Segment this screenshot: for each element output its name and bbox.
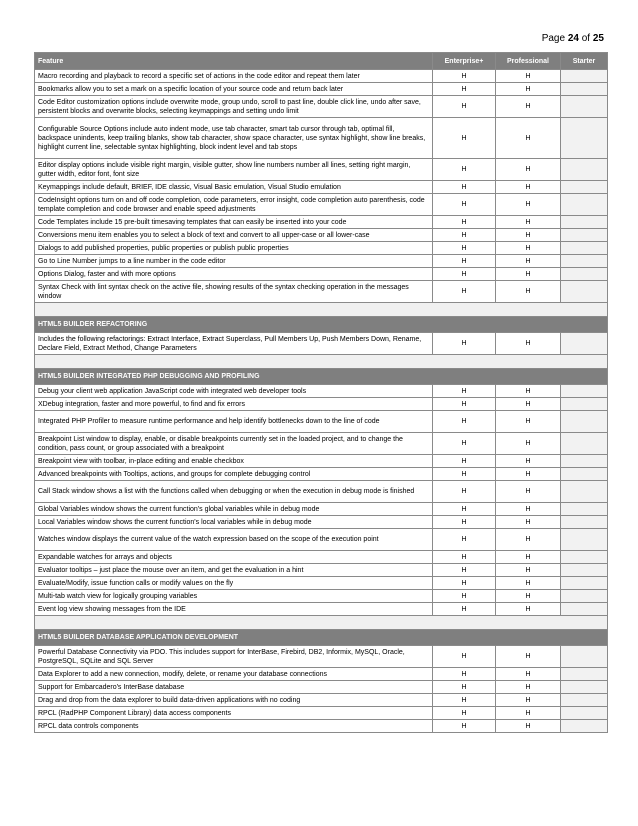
enterprise-cell: H [433, 551, 496, 564]
professional-cell: H [496, 564, 561, 577]
table-header-row [35, 53, 608, 70]
section-title: HTML5 BUILDER REFACTORING [35, 317, 608, 333]
feature-cell: Drag and drop from the data explorer to build data-driven applications with no coding [35, 694, 433, 707]
professional-cell: H [496, 268, 561, 281]
spacer-cell [35, 616, 608, 630]
table-row [35, 398, 608, 411]
table-row [35, 646, 608, 668]
enterprise-cell: H [433, 503, 496, 516]
starter-cell [561, 194, 608, 216]
starter-cell [561, 268, 608, 281]
feature-cell: Macro recording and playback to record a specific set of actions in the code editor and repeat them later [35, 70, 433, 83]
enterprise-cell: H [433, 529, 496, 551]
page-total: 25 [592, 33, 604, 44]
feature-cell: Dialogs to add published properties, public properties or publish public properties [35, 242, 433, 255]
feature-cell: RPCL data controls components [35, 720, 433, 733]
starter-cell [561, 529, 608, 551]
enterprise-cell: H [433, 411, 496, 433]
professional-cell: H [496, 720, 561, 733]
feature-cell: Options Dialog, faster and with more options [35, 268, 433, 281]
enterprise-cell: H [433, 468, 496, 481]
page-number [542, 33, 604, 44]
professional-cell: H [496, 668, 561, 681]
professional-cell: H [496, 468, 561, 481]
feature-cell: Expandable watches for arrays and objects [35, 551, 433, 564]
table-row [35, 707, 608, 720]
enterprise-cell: H [433, 481, 496, 503]
starter-cell [561, 551, 608, 564]
table-row [35, 590, 608, 603]
starter-cell [561, 481, 608, 503]
starter-cell [561, 707, 608, 720]
professional-cell: H [496, 455, 561, 468]
feature-cell: Debug your client web application JavaScript code with integrated web developer tools [35, 385, 433, 398]
starter-cell [561, 433, 608, 455]
professional-cell: H [496, 433, 561, 455]
feature-cell: Global Variables window shows the current function's global variables while in debug mode [35, 503, 433, 516]
enterprise-cell: H [433, 281, 496, 303]
feature-cell: Evaluator tooltips – just place the mouse over an item, and get the evaluation in a hint [35, 564, 433, 577]
spacer-row [35, 303, 608, 317]
page-current: 24 [567, 33, 579, 44]
table-row [35, 255, 608, 268]
starter-cell [561, 681, 608, 694]
feature-cell: Breakpoint List window to display, enable, or disable breakpoints currently set in the loaded project, and to change the condition, pass count, or group associated with a breakpoint [35, 433, 433, 455]
feature-cell: RPCL (RadPHP Component Library) data access components [35, 707, 433, 720]
professional-cell: H [496, 229, 561, 242]
professional-cell: H [496, 281, 561, 303]
enterprise-cell: H [433, 603, 496, 616]
professional-cell: H [496, 242, 561, 255]
enterprise-cell: H [433, 707, 496, 720]
enterprise-cell: H [433, 577, 496, 590]
professional-cell: H [496, 96, 561, 118]
enterprise-cell: H [433, 159, 496, 181]
table-row [35, 333, 608, 355]
enterprise-cell: H [433, 118, 496, 159]
enterprise-cell: H [433, 398, 496, 411]
enterprise-cell: H [433, 333, 496, 355]
feature-cell: Multi-tab watch view for logically grouping variables [35, 590, 433, 603]
professional-cell: H [496, 70, 561, 83]
starter-cell [561, 255, 608, 268]
enterprise-cell: H [433, 96, 496, 118]
feature-cell: XDebug integration, faster and more powerful, to find and fix errors [35, 398, 433, 411]
feature-cell: Watches window displays the current value of the watch expression based on the scope of the execution point [35, 529, 433, 551]
starter-cell [561, 411, 608, 433]
starter-cell [561, 385, 608, 398]
enterprise-cell: H [433, 83, 496, 96]
table-row [35, 96, 608, 118]
professional-cell: H [496, 216, 561, 229]
spacer-cell [35, 303, 608, 317]
table-row [35, 159, 608, 181]
feature-cell: Keymappings include default, BRIEF, IDE classic, Visual Basic emulation, Visual Studio emulation [35, 181, 433, 194]
starter-cell [561, 118, 608, 159]
feature-cell: Go to Line Number jumps to a line number in the code editor [35, 255, 433, 268]
feature-cell: Advanced breakpoints with Tooltips, actions, and groups for complete debugging control [35, 468, 433, 481]
professional-cell: H [496, 83, 561, 96]
professional-cell: H [496, 646, 561, 668]
feature-cell: Integrated PHP Profiler to measure runtime performance and help identify bottlenecks down to the line of code [35, 411, 433, 433]
table-row [35, 564, 608, 577]
starter-cell [561, 83, 608, 96]
table-row [35, 681, 608, 694]
starter-cell [561, 181, 608, 194]
feature-cell: CodeInsight options turn on and off code completion, code parameters, error insight, code completion auto parenthesis, code template completion and code browser and enable speed adjustments [35, 194, 433, 216]
starter-cell [561, 398, 608, 411]
table-row [35, 268, 608, 281]
table-row [35, 468, 608, 481]
section-header-row [35, 317, 608, 333]
feature-cell: Configurable Source Options include auto indent mode, use tab character, smart tab cursor through tab, optimal fill, backspace unindents, keep trailing blanks, show tab character, show space character, use syntax highlight, show line breaks, highlight current line, selectable syntax highlighting, block indent level and tab stops [35, 118, 433, 159]
feature-cell: Conversions menu item enables you to select a block of text and convert to all upper-case or all lower-case [35, 229, 433, 242]
enterprise-cell: H [433, 70, 496, 83]
starter-cell [561, 281, 608, 303]
table-row [35, 242, 608, 255]
enterprise-cell: H [433, 229, 496, 242]
professional-cell: H [496, 681, 561, 694]
enterprise-cell: H [433, 268, 496, 281]
enterprise-cell: H [433, 433, 496, 455]
starter-cell [561, 516, 608, 529]
table-row [35, 516, 608, 529]
starter-cell [561, 646, 608, 668]
starter-cell [561, 229, 608, 242]
feature-cell: Data Explorer to add a new connection, modify, delete, or rename your database connections [35, 668, 433, 681]
table-row [35, 70, 608, 83]
starter-cell [561, 96, 608, 118]
table-row [35, 603, 608, 616]
professional-cell: H [496, 481, 561, 503]
professional-cell: H [496, 694, 561, 707]
enterprise-cell: H [433, 720, 496, 733]
page-of: of [581, 33, 591, 44]
feature-cell: Event log view showing messages from the IDE [35, 603, 433, 616]
table-row [35, 385, 608, 398]
starter-cell [561, 603, 608, 616]
table-row [35, 216, 608, 229]
column-header-professional: Professional [496, 53, 561, 70]
enterprise-cell: H [433, 181, 496, 194]
professional-cell: H [496, 385, 561, 398]
starter-cell [561, 216, 608, 229]
feature-cell: Local Variables window shows the current function's local variables while in debug mode [35, 516, 433, 529]
professional-cell: H [496, 529, 561, 551]
professional-cell: H [496, 603, 561, 616]
starter-cell [561, 577, 608, 590]
table-row [35, 668, 608, 681]
enterprise-cell: H [433, 385, 496, 398]
professional-cell: H [496, 551, 561, 564]
section-header-row [35, 369, 608, 385]
table-body [35, 70, 608, 733]
enterprise-cell: H [433, 590, 496, 603]
enterprise-cell: H [433, 216, 496, 229]
professional-cell: H [496, 707, 561, 720]
feature-matrix-table [34, 52, 608, 733]
enterprise-cell: H [433, 194, 496, 216]
starter-cell [561, 333, 608, 355]
page-label: Page [541, 33, 566, 44]
enterprise-cell: H [433, 646, 496, 668]
feature-cell: Editor display options include visible right margin, visible gutter, show line numbers number all lines, setting right margin, gutter width, editor font, font size [35, 159, 433, 181]
section-header-row [35, 630, 608, 646]
section-title: HTML5 BUILDER INTEGRATED PHP DEBUGGING AND PROFILING [35, 369, 608, 385]
table-row [35, 83, 608, 96]
spacer-row [35, 616, 608, 630]
professional-cell: H [496, 577, 561, 590]
column-header-enterprise: Enterprise+ [433, 53, 496, 70]
table-row [35, 551, 608, 564]
starter-cell [561, 590, 608, 603]
feature-cell: Breakpoint view with toolbar, in-place editing and enable checkbox [35, 455, 433, 468]
starter-cell [561, 468, 608, 481]
column-header-feature: Feature [35, 53, 433, 70]
feature-cell: Powerful Database Connectivity via PDO. This includes support for InterBase, Firebird, DB2, Informix, MySQL, Oracle, PostgreSQL, SQLite and SQL Server [35, 646, 433, 668]
table-row [35, 411, 608, 433]
feature-cell: Code Templates include 15 pre-built timesaving templates that can easily be inserted into your code [35, 216, 433, 229]
starter-cell [561, 159, 608, 181]
starter-cell [561, 70, 608, 83]
professional-cell: H [496, 194, 561, 216]
starter-cell [561, 720, 608, 733]
feature-cell: Code Editor customization options include overwrite mode, group undo, scroll to past line, double click line, undo after save, persistent blocks and overwrite blocks, selecting keymappings and setting undo limit [35, 96, 433, 118]
table-row [35, 181, 608, 194]
starter-cell [561, 668, 608, 681]
professional-cell: H [496, 590, 561, 603]
enterprise-cell: H [433, 564, 496, 577]
professional-cell: H [496, 159, 561, 181]
enterprise-cell: H [433, 242, 496, 255]
professional-cell: H [496, 118, 561, 159]
feature-cell: Syntax Check with lint syntax check on the active file, showing results of the syntax checking operation in the messages window [35, 281, 433, 303]
enterprise-cell: H [433, 455, 496, 468]
enterprise-cell: H [433, 694, 496, 707]
starter-cell [561, 242, 608, 255]
table-row [35, 229, 608, 242]
starter-cell [561, 564, 608, 577]
professional-cell: H [496, 503, 561, 516]
professional-cell: H [496, 181, 561, 194]
enterprise-cell: H [433, 681, 496, 694]
table-row [35, 529, 608, 551]
table-row [35, 118, 608, 159]
table-row [35, 503, 608, 516]
column-header-starter: Starter [561, 53, 608, 70]
starter-cell [561, 503, 608, 516]
spacer-cell [35, 355, 608, 369]
section-title: HTML5 BUILDER DATABASE APPLICATION DEVELOPMENT [35, 630, 608, 646]
spacer-row [35, 355, 608, 369]
professional-cell: H [496, 411, 561, 433]
feature-cell: Evaluate/Modify, issue function calls or modify values on the fly [35, 577, 433, 590]
feature-cell: Support for Embarcadero's InterBase database [35, 681, 433, 694]
starter-cell [561, 455, 608, 468]
feature-cell: Includes the following refactorings: Extract Interface, Extract Superclass, Pull Members Up, Push Members Down, Rename, Declare Field, Extract Method, Change Parameters [35, 333, 433, 355]
feature-cell: Bookmarks allow you to set a mark on a specific location of your source code and return back later [35, 83, 433, 96]
professional-cell: H [496, 255, 561, 268]
professional-cell: H [496, 398, 561, 411]
professional-cell: H [496, 516, 561, 529]
professional-cell: H [496, 333, 561, 355]
feature-cell: Call Stack window shows a list with the functions called when debugging or when the execution in debug mode is finished [35, 481, 433, 503]
table-row [35, 455, 608, 468]
enterprise-cell: H [433, 668, 496, 681]
table-row [35, 720, 608, 733]
enterprise-cell: H [433, 516, 496, 529]
enterprise-cell: H [433, 255, 496, 268]
starter-cell [561, 694, 608, 707]
table-row [35, 577, 608, 590]
table-row [35, 694, 608, 707]
table-row [35, 433, 608, 455]
table-row [35, 481, 608, 503]
table-row [35, 281, 608, 303]
table-row [35, 194, 608, 216]
